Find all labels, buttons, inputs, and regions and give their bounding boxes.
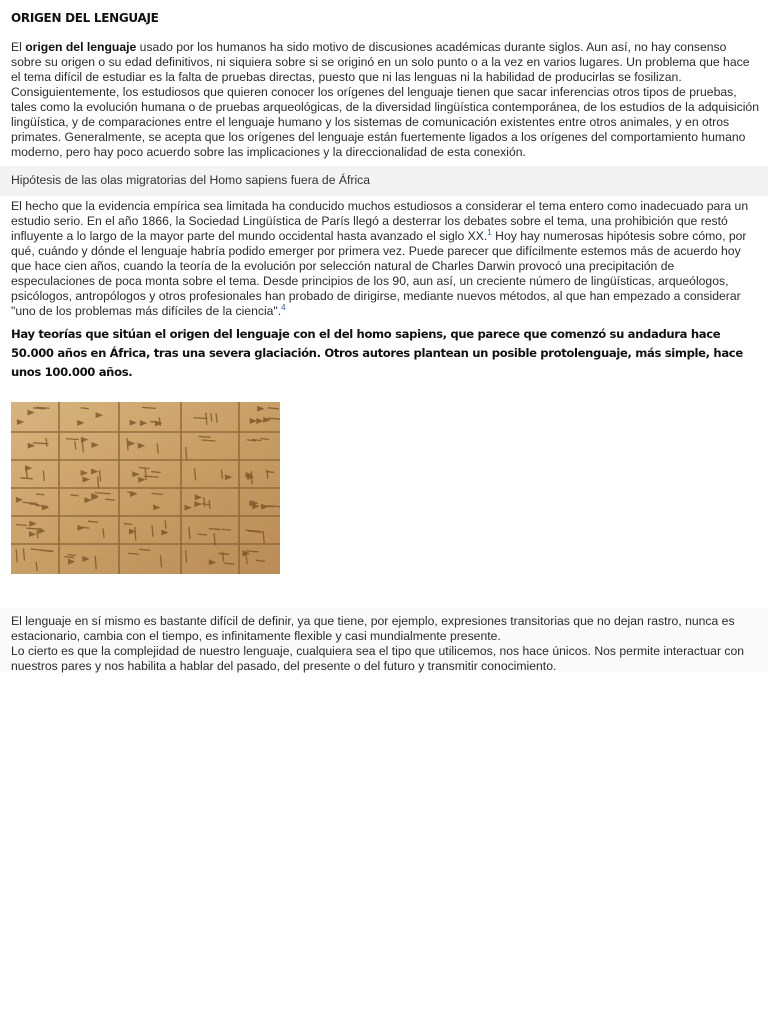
section2-part2: Hoy hay numerosas hipótesis sobre cómo, por qué, cuándo y dónde el lenguaje habría podido emerger por primera vez. Puede parecer que difícilmente estemos más de acuerdo hoy que hace cien años, cuando la teoría de la evolución por selección natural de Charles Darwin provocó una precipitación de especulaciones de poca monta sobre el tema. Desde principios de los 90, aun así, un creciente número de lingüísticas, arqueólogos, psicólogos, antropólogos y otros profesionales han probado de dirigirse, mediante nuevos métodos, al que han empezado a considerar "uno de los problemas más difíciles de la ciencia". <box>11 229 747 318</box>
section2-paragraph <box>11 199 759 319</box>
page-title: ORIGEN DEL LENGUAJE <box>11 11 159 25</box>
intro-paragraph <box>11 40 759 160</box>
section3-line2: Lo cierto es que la complejidad de nuestro lenguaje, cualquiera sea el tipo que utilicemos, nos hace únicos. Nos permite interactuar con nuestros pares y nos habilita a hablar del pasado, del presente o del futuro y transmitir conocimiento. <box>11 644 745 673</box>
intro-lead: El <box>11 40 26 54</box>
section3-paragraph <box>11 614 759 674</box>
reference-link-4[interactable]: 4 <box>281 302 286 312</box>
reference-link-1[interactable]: 1 <box>487 227 492 237</box>
intro-rest: usado por los humanos ha sido motivo de discusiones académicas durante siglos. Aun así, no hay consenso sobre su origen o su edad definitivos, ni siquiera sobre si se originó en un solo punto o a la vez en varios lugares. Un problema que hace el tema difícil de estudiar es la falta de pruebas directas, puesto que ni las lenguas ni la habilidad de producirlas se fosilizan. Consiguientemente, los estudiosos que quieren conocer los orígenes del lenguaje tienen que sacar inferencias otros tipos de pruebas, tales como la evolución humana o de pruebas arqueológicas, de la diversidad lingüística contemporánea, de los estudios de la adquisición lingüística, y de comparaciones entre el lenguaje humano y los sistemas de comunicación existentes entre otros animales, y en otros primates. Generalmente, se acepta que los orígenes del lenguaje están fuertemente ligados a los orígenes del comportamiento humano moderno, pero hay poco acuerdo sobre las implicaciones y la direccionalidad de esta conexión. <box>11 40 759 159</box>
bold-paragraph: Hay teorías que sitúan el origen del lenguaje con el del homo sapiens, que parece que comenzó su andadura hace 50.000 años en África, tras una severa glaciación. Otros autores plantean un posible protolenguaje, más simple, hace unos 100.000 años. <box>11 327 743 379</box>
cuneiform-tablet-image <box>11 402 280 574</box>
section-subtitle: Hipótesis de las olas migratorias del Homo sapiens fuera de África <box>11 173 371 187</box>
section3-line1: El lenguaje en sí mismo es bastante difícil de definir, ya que tiene, por ejemplo, expresiones transitorias que no dejan rastro, nunca es estacionario, cambia con el tiempo, es infinitamente flexible y casi mundialmente presente. <box>11 614 735 643</box>
intro-bold-term: origen del lenguaje <box>25 40 137 54</box>
section2-part1: El hecho que la evidencia empírica sea limitada ha conducido muchos estudiosos a considerar el tema entero como inadecuado para un estudio serio. En el año 1866, la Sociedad Lingüística de París llegó a desterrar los debates sobre el tema, una prohibición que restó influyente a lo largo de la mayor parte del mundo occidental hasta avanzado el siglo XX. <box>11 199 749 243</box>
